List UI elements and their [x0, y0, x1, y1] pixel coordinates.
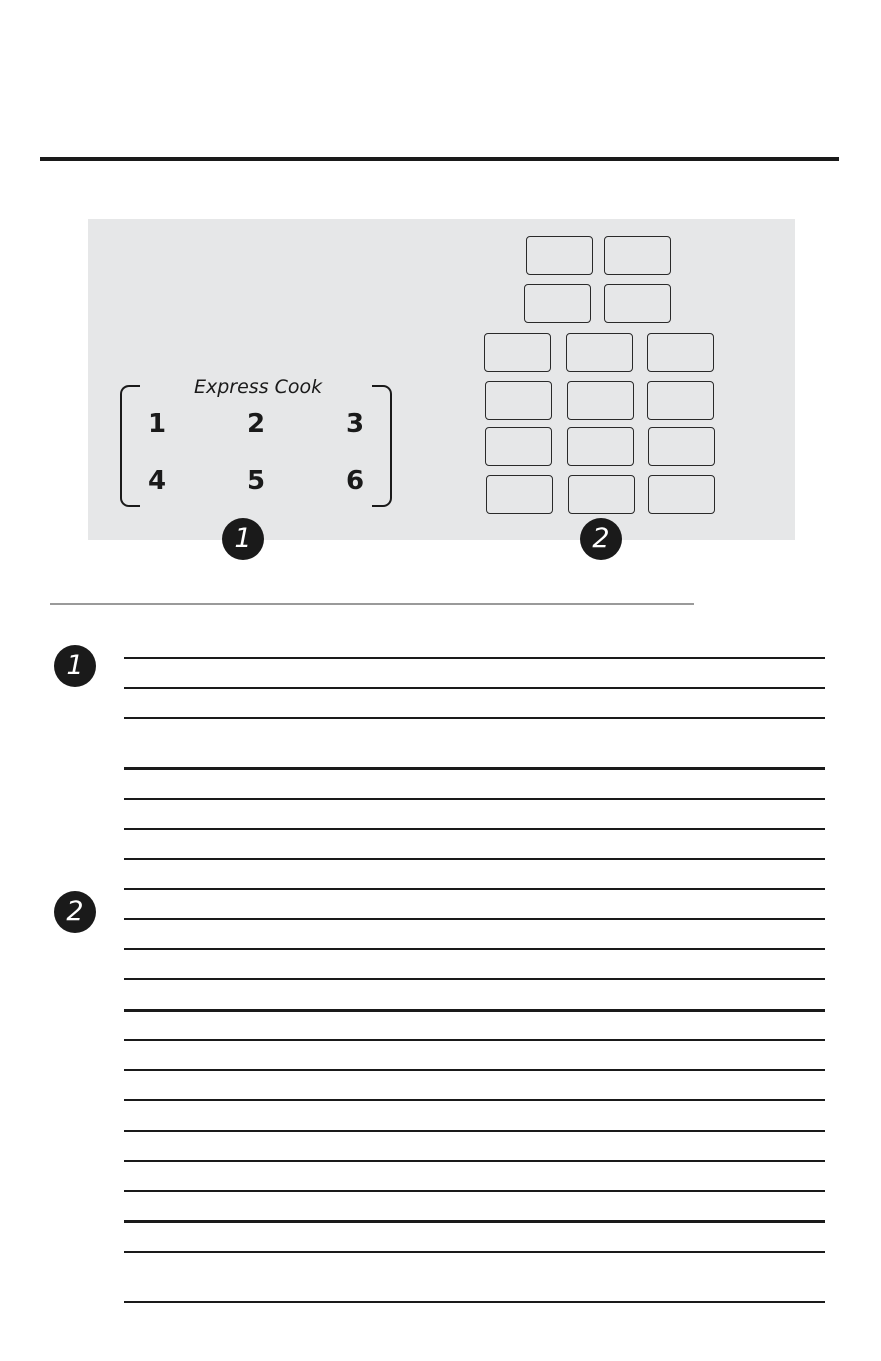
keypad-key[interactable] — [568, 475, 635, 514]
section-badge-2: 2 — [54, 891, 96, 933]
table-rule — [124, 1160, 825, 1162]
keypad-key[interactable] — [604, 236, 671, 275]
table-rule — [124, 1130, 825, 1132]
table-rule — [124, 767, 825, 770]
keypad-key[interactable] — [485, 381, 552, 420]
keypad-key[interactable] — [567, 381, 634, 420]
express-cook-left-bracket — [120, 385, 140, 507]
callout-badge-1: 1 — [222, 518, 264, 560]
keypad-key[interactable] — [566, 333, 633, 372]
table-rule — [124, 717, 825, 719]
express-cook-key-5[interactable]: 5 — [246, 466, 266, 496]
express-cook-right-bracket — [372, 385, 392, 507]
table-rule — [124, 888, 825, 890]
express-cook-key-6[interactable]: 6 — [345, 466, 365, 496]
keypad-key[interactable] — [485, 427, 552, 466]
table-rule — [124, 918, 825, 920]
table-rule — [124, 978, 825, 980]
keypad-key[interactable] — [484, 333, 551, 372]
keypad-key[interactable] — [648, 427, 715, 466]
express-cook-key-3[interactable]: 3 — [345, 409, 365, 439]
section-divider — [50, 603, 694, 605]
keypad-key[interactable] — [647, 333, 714, 372]
table-rule — [124, 657, 825, 659]
express-cook-key-4[interactable]: 4 — [147, 466, 167, 496]
table-rule — [124, 828, 825, 830]
table-rule — [124, 1099, 825, 1101]
top-rule — [40, 157, 839, 161]
keypad-key[interactable] — [524, 284, 591, 323]
express-cook-key-2[interactable]: 2 — [246, 409, 266, 439]
table-rule — [124, 1190, 825, 1192]
table-rule — [124, 1039, 825, 1041]
table-rule — [124, 1220, 825, 1223]
keypad-key[interactable] — [486, 475, 553, 514]
table-rule — [124, 798, 825, 800]
table-rule — [124, 687, 825, 689]
table-rule — [124, 1069, 825, 1071]
table-rule — [124, 1301, 825, 1303]
keypad-key[interactable] — [604, 284, 671, 323]
express-cook-title: Express Cook — [194, 376, 323, 398]
table-rule — [124, 1009, 825, 1012]
section-badge-1: 1 — [54, 645, 96, 687]
keypad-key[interactable] — [567, 427, 634, 466]
keypad-key[interactable] — [648, 475, 715, 514]
keypad-key[interactable] — [526, 236, 593, 275]
table-rule — [124, 948, 825, 950]
table-rule — [124, 1251, 825, 1253]
callout-badge-2: 2 — [580, 518, 622, 560]
keypad-key[interactable] — [647, 381, 714, 420]
express-cook-key-1[interactable]: 1 — [147, 409, 167, 439]
table-rule — [124, 858, 825, 860]
